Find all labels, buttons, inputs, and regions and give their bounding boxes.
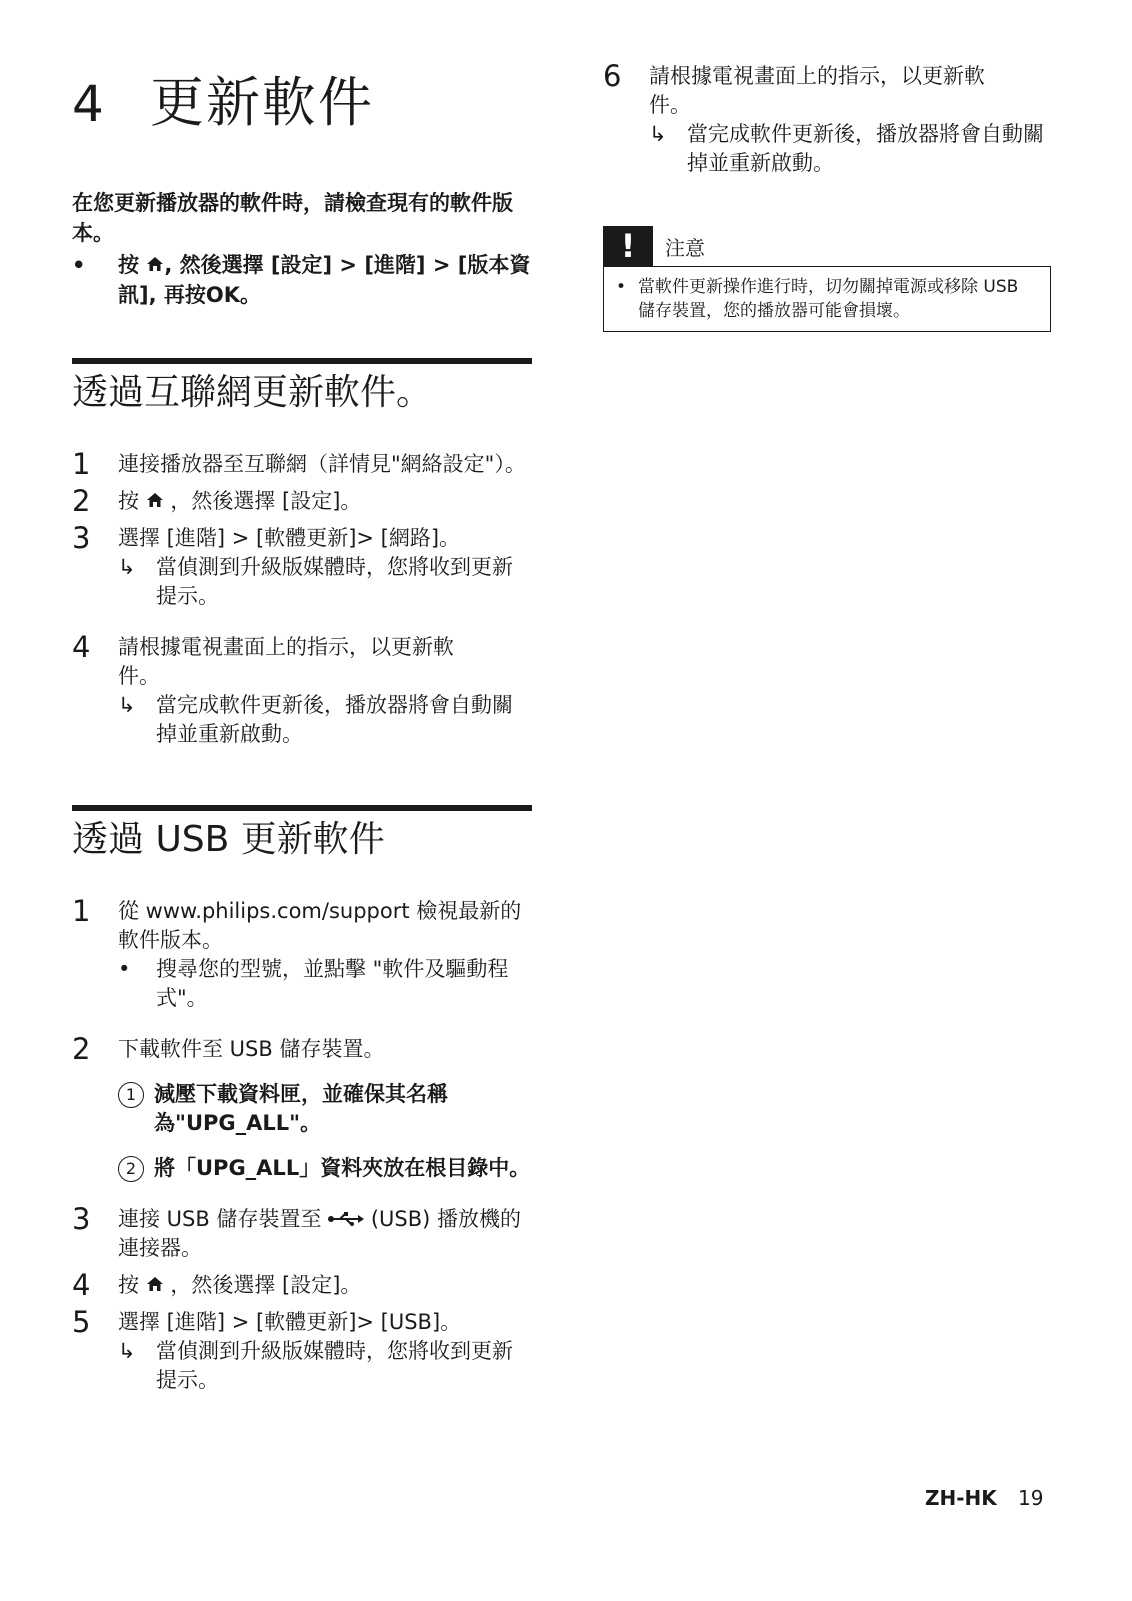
- step-item: 2 按 ，然後選擇 [設定]。: [72, 484, 362, 518]
- step-item: 6 請根據電視畫面上的指示，以更新軟件。 ↳ 當完成軟件更新後，播放器將會自動關掉並重新啟動。: [603, 62, 1063, 178]
- page-number: 19: [1018, 1486, 1044, 1510]
- intro-bullet: • 按 , 然後選擇 [設定] > [進階] > [版本資訊], 再按OK。: [72, 253, 531, 307]
- intro-text: 在您更新播放器的軟件時，請檢查現有的軟件版本。: [72, 191, 513, 245]
- result-arrow-icon: ↳: [649, 122, 667, 146]
- list-item: 1 減壓下載資料匣，並確保其名稱為"UPG_ALL"。: [118, 1080, 532, 1138]
- intro: [72, 188, 532, 248]
- usb-icon: [328, 1212, 364, 1226]
- internet-steps: [72, 447, 532, 749]
- section-divider: [72, 805, 532, 811]
- note-box: ! 注意 • 當軟件更新操作進行時，切勿關掉電源或移除 USB 儲存裝置，您的播放器可能會損壞。: [603, 226, 1051, 332]
- step-item: 4 按 ，然後選擇 [設定]。: [72, 1268, 362, 1302]
- section-divider: [72, 358, 532, 364]
- step-item: 3 選擇 [進階] > [軟體更新]> [網路]。 ↳ 當偵測到升級版媒體時，您將收到更新提示。: [72, 524, 532, 611]
- result-arrow-icon: ↳: [118, 693, 136, 717]
- step-item: 2 下載軟件至 USB 儲存裝置。 1 減壓下載資料匣，並確保其名稱為"UPG_ALL"。 2 將「UPG_ALL」資料夾放在根目錄中。: [72, 1035, 532, 1183]
- home-icon: [146, 256, 164, 272]
- result-arrow-icon: ↳: [118, 555, 136, 579]
- step-item: 3 連接 USB 儲存裝置至 (USB) 播放機的連接器。: [72, 1202, 522, 1260]
- section-title-usb: 透過 USB 更新軟件: [72, 819, 385, 860]
- footer-language: ZH-HK: [925, 1486, 997, 1510]
- step-item: 1 從 www.philips.com/support 檢視最新的軟件版本。 • 搜尋您的型號，並點擊 "軟件及驅動程式"。: [72, 894, 522, 1010]
- chapter-title: 更新軟件: [150, 71, 374, 134]
- result-arrow-icon: ↳: [118, 1339, 136, 1363]
- chapter-number: 4: [72, 75, 104, 133]
- right-column: [603, 59, 1063, 332]
- section-title-internet: 透過互聯網更新軟件。: [72, 372, 433, 413]
- home-icon: [146, 1276, 164, 1292]
- left-column: [72, 60, 532, 1395]
- chapter-heading: [72, 60, 532, 150]
- step-item: 1 連接播放器至互聯網（詳情見"網絡設定"）。: [72, 447, 526, 481]
- list-item: 2 將「UPG_ALL」資料夾放在根目錄中。: [118, 1154, 532, 1183]
- warning-icon: !: [603, 226, 653, 266]
- home-icon: [146, 492, 164, 508]
- usb-steps: [72, 894, 532, 1395]
- note-text: 當軟件更新操作進行時，切勿關掉電源或移除 USB 儲存裝置，您的播放器可能會損壞。: [638, 277, 1019, 321]
- note-label: 注意: [665, 235, 705, 260]
- step-item: 5 選擇 [進階] > [軟體更新]> [USB]。 ↳ 當偵測到升級版媒體時，您將收到更新提示。: [72, 1308, 532, 1395]
- step-item: 4 請根據電視畫面上的指示，以更新軟件。 ↳ 當完成軟件更新後，播放器將會自動關掉並重新啟動。: [72, 633, 532, 749]
